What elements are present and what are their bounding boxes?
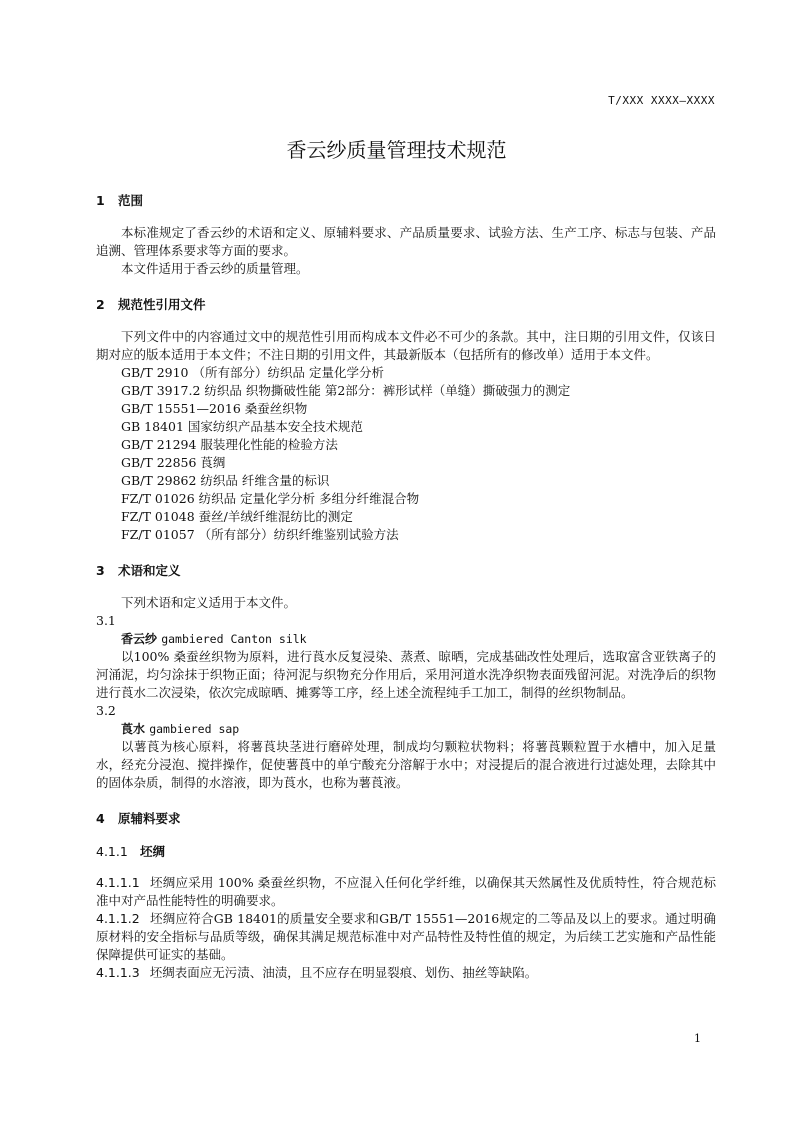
reference-item: GB/T 3917.2 纺织品 织物撕破性能 第2部分：裤形试样（单缝）撕破强力的测定 [121,383,571,398]
term-definition: 以薯莨为核心原料，将薯莨块茎进行磨碎处理，制成均匀颗粒状物料；将薯莨颗粒置于水槽中，加入足量水，经充分浸泡、搅拌操作，促使薯莨中的单宁酸充分溶解于水中；对浸提后的混合液进行过滤处理，去除其中的固体杂质，制得的水溶液，即为莨水，也称为薯莨液。 [96,739,716,790]
section-heading-terms: 3 术语和定义 [96,563,181,578]
page-number: 1 [694,1032,701,1045]
reference-item: GB/T 29862 纺织品 纤维含量的标识 [121,473,330,488]
section-heading-materials: 4 原辅料要求 [96,811,181,826]
reference-item: GB/T 15551—2016 桑蚕丝织物 [121,401,308,416]
term-title: 香云纱 gambiered Canton silk [121,632,307,646]
clause: 4.1.1.1 坯绸应采用 100% 桑蚕丝织物，不应混入任何化学纤维，以确保其天然属性及优质特性，符合规范标准中对产品性能特性的明确要求。 [96,875,716,908]
reference-item: GB 18401 国家纺织产品基本安全技术规范 [121,419,363,434]
paragraph: 下列术语和定义适用于本文件。 [121,595,297,610]
reference-item: FZ/T 01048 蚕丝/羊绒纤维混纺比的测定 [121,509,353,524]
paragraph: 本标准规定了香云纱的术语和定义、原辅料要求、产品质量要求、试验方法、生产工序、标志与包装、产品追溯、管理体系要求等方面的要求。 [96,225,716,258]
subsection-heading: 4.1.1 坯绸 [96,844,166,859]
clause: 4.1.1.2 坯绸应符合GB 18401的质量安全要求和GB/T 15551—2016规定的二等品及以上的要求。通过明确原材料的安全指标与品质等级，确保其满足规范标准中对产品特性及特性值的规定，为后续工艺实施和产品性能保障提供可证实的基础。 [96,911,716,962]
term-number: 3.1 [96,613,116,628]
document-code: T/XXX XXXX—XXXX [608,94,715,107]
reference-item: FZ/T 01057 （所有部分）纺织纤维鉴别试验方法 [121,527,399,542]
paragraph: 本文件适用于香云纱的质量管理。 [121,261,309,276]
section-heading-scope: 1 范围 [96,193,144,208]
term-title: 莨水 gambiered sap [121,722,240,736]
section-heading-normative: 2 规范性引用文件 [96,297,206,312]
reference-item: FZ/T 01026 纺织品 定量化学分析 多组分纤维混合物 [121,491,420,506]
term-definition: 以100% 桑蚕丝织物为原料，进行莨水反复浸染、蒸煮、晾晒，完成基础改性处理后，选取富含亚铁离子的河涌泥，均匀涂抹于织物正面；待河泥与织物充分作用后，采用河道水洗净织物表面残留河泥。对洗净后的织物进行莨水二次浸染，依次完成晾晒、摊雾等工序，经上述全流程纯手工加工，制得的丝织物制品。 [96,649,716,700]
term-number: 3.2 [96,703,116,718]
reference-item: GB/T 22856 莨绸 [121,455,226,470]
page-title: 香云纱质量管理技术规范 [286,138,507,162]
reference-item: GB/T 21294 服装理化性能的检验方法 [121,437,338,452]
document-body [96,190,716,982]
paragraph: 下列文件中的内容通过文中的规范性引用而构成本文件必不可少的条款。其中，注日期的引用文件，仅该日期对应的版本适用于本文件；不注日期的引用文件，其最新版本（包括所有的修改单）适用于本文件。 [96,329,716,362]
reference-item: GB/T 2910 （所有部分）纺织品 定量化学分析 [121,365,384,380]
clause: 4.1.1.3 坯绸表面应无污渍、油渍，且不应存在明显裂痕、划伤、抽丝等缺陷。 [96,965,538,980]
